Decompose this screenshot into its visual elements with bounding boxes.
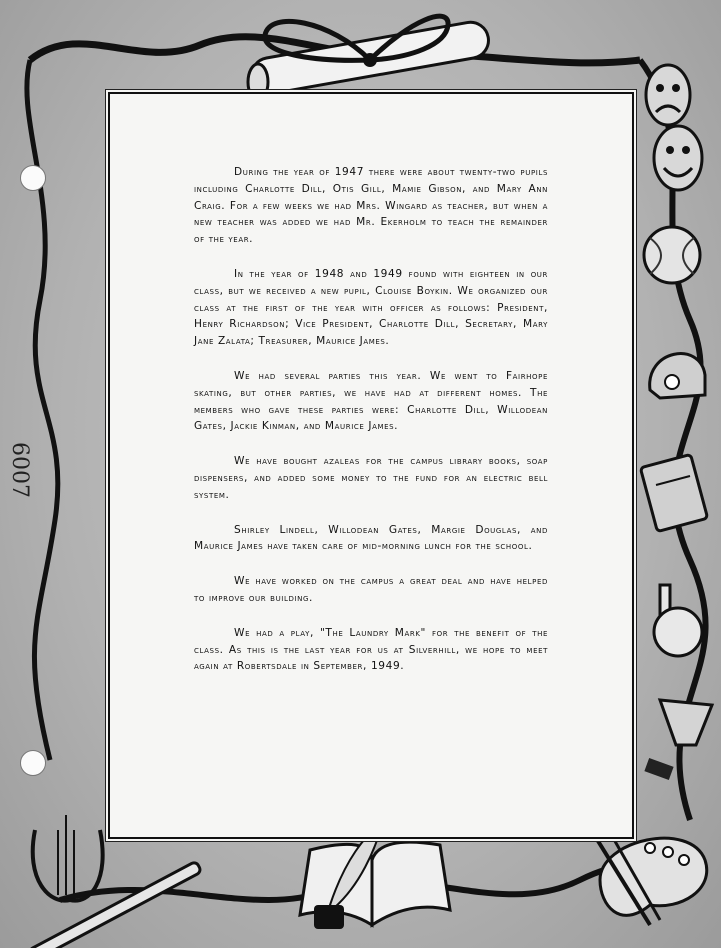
- baseball-icon: [644, 227, 700, 283]
- paragraph: Shirley Lindell, Willodean Gates, Margie Douglas, and Maurice James have taken care of mid-morning lunch for the school.: [194, 523, 548, 553]
- binder-hole-upper: [20, 165, 46, 191]
- book-icon: [640, 454, 707, 531]
- paragraph: During the year of 1947 there were about twenty-two pupils including Charlotte Dill, Otis Gill, Mamie Gibson, and Mary Ann Craig. For a few weeks we had Mrs. Wingard as teacher, but when a new teacher was added we had Mr. Ekerholm to teach the remainder of the year.: [194, 166, 548, 246]
- flute-icon: [28, 861, 201, 948]
- paragraph: We had several parties this year. We went to Fairhope skating, but other parties, we have had at different homes. The members who gave these parties were: Charlotte Dill, Willodean Gates, Jackie Kinman, and Maurice James.: [194, 369, 548, 433]
- margin-note: 6007: [7, 442, 32, 498]
- flask-icon: [654, 585, 702, 656]
- theatre-masks-icon: [646, 65, 702, 190]
- inkwell-icon: [314, 905, 344, 929]
- paragraph: We had a play, "The Laundry Mark" for the benefit of the class. As this is the last year for us at Silverhill, we hope to meet again at Robertsdale in September, 1949.: [194, 626, 548, 673]
- binder-hole-lower: [20, 750, 46, 776]
- lyre-icon: [33, 815, 103, 901]
- class-history-text: [194, 164, 548, 693]
- paragraph: In the year of 1948 and 1949 found with eighteen in our class, but we received a new pupil, Clouise Boykin. We organized our class at the first of the year with officer as follows: President, Henry Richardson; Vice President, Charlotte Dill, Secretary, Mary Jane Zalata; Treasurer, Maurice James.: [194, 267, 548, 348]
- paragraph: We have bought azaleas for the campus library books, soap dispensers, and added some money to the fund for an electric bell system.: [194, 455, 548, 501]
- helmet-icon: [650, 354, 705, 398]
- paragraph: We have worked on the campus a great deal and have helped to improve our building.: [194, 575, 548, 604]
